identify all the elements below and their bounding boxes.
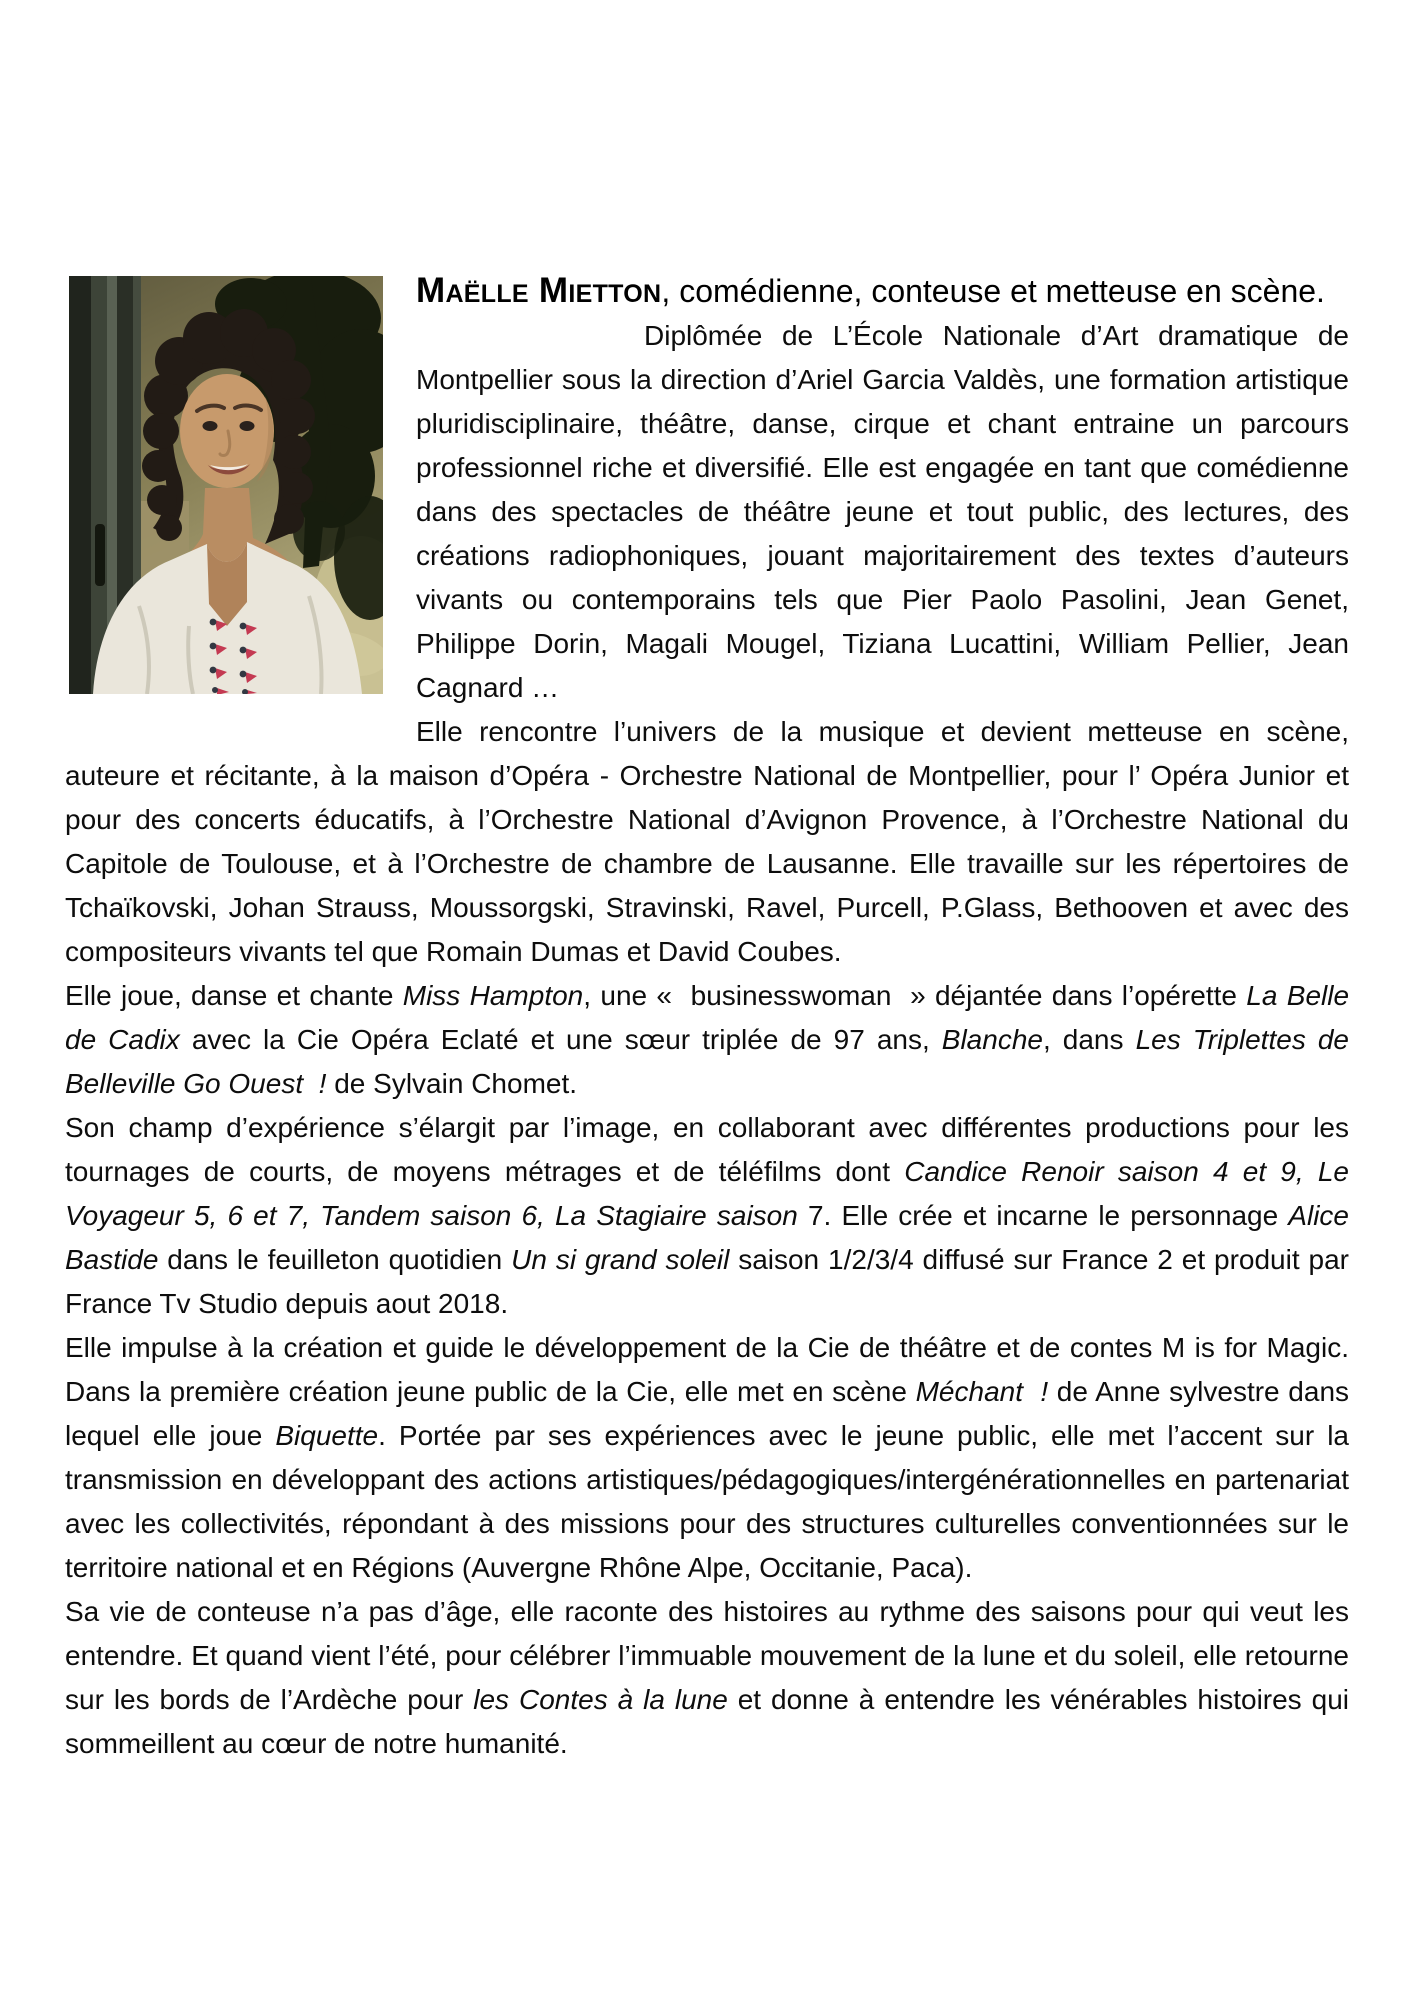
bio-paragraph-formation: Diplômée de L’École Nationale d’Art dramatique de Montpellier sous la direction d’Ariel Garcia Valdès, une formation artistique pluridisciplinaire, théâtre, danse, cirque et chant entraine un parcours professionnel riche et diversifié. Elle est engagée en tant que comédienne dans des spectacles de théâtre jeune et tout public, des lectures, des créations radiophoniques, jouant majoritairement des textes d’auteurs vivants ou contemporains tels que Pier Paolo Pasolini, Jean Genet, Philippe Dorin, Magali Mougel, Tiziana Lucattini, William Pellier, Jean Cagnard …: [416, 320, 1349, 703]
bio-paragraph-compagnie: Elle impulse à la création et guide le développement de la Cie de théâtre et de contes M is for Magic. Dans la première création jeune public de la Cie, elle met en scène Méchant ! de Anne sylvestre dans lequel elle joue Biquette. Portée par ses expériences avec le jeune public, elle met l’accent sur la transmission en développant des actions artistiques/pédagogiques/intergénérationnelles en partenariat avec les collectivités, répondant à des missions pour des structures culturelles conventionnées sur le territoire national et en Régions (Auvergne Rhône Alpe, Occitanie, Paca).: [65, 1332, 1350, 1583]
portrait-photo: [69, 276, 383, 694]
bio-paragraph-image: Son champ d’expérience s’élargit par l’image, en collaborant avec différentes productions pour les tournages de courts, de moyens métrages et de téléfilms dont Candice Renoir saison 4 et 9, Le Voyageur 5, 6 et 7, Tandem saison 6, La Stagiaire saison 7. Elle crée et incarne le personnage Alice Bastide dans le feuilleton quotidien Un si grand soleil saison 1/2/3/4 diffusé sur France 2 et produit par France Tv Studio depuis aout 2018.: [65, 1112, 1349, 1319]
bio-paragraph-musique: Elle rencontre l’univers de la musique et devient metteuse en scène, auteure et récitante, à la maison d’Opéra - Orchestre National de Montpellier, pour l’ Opéra Junior et pour des concerts éducatifs, à l’Orchestre National d’Avignon Provence, à l’Orchestre National du Capitole de Toulouse, et à l’Orchestre de chambre de Lausanne. Elle travaille sur les répertoires de Tchaïkovski, Johan Strauss, Moussorgski, Stravinski, Ravel, Purcell, P.Glass, Bethooven et avec des compositeurs vivants tel que Romain Dumas et David Coubes.: [65, 716, 1349, 967]
person-role: , comédienne, conteuse et metteuse en scène.: [661, 273, 1325, 309]
bio-paragraph-operette: Elle joue, danse et chante Miss Hampton, une « businesswoman » déjantée dans l’opérette La Belle de Cadix avec la Cie Opéra Eclaté et une sœur triplée de 97 ans, Blanche, dans Les Triplettes de Belleville Go Ouest ! de Sylvain Chomet.: [65, 980, 1350, 1099]
portrait-photo-illustration: [69, 276, 383, 694]
bio-paragraph-conteuse: Sa vie de conteuse n’a pas d’âge, elle raconte des histoires au rythme des saisons pour qui veut les entendre. Et quand vient l’été, pour célébrer l’immuable mouvement de la lune et du soleil, elle retourne sur les bords de l’Ardèche pour les Contes à la lune et donne à entendre les vénérables histoires qui sommeillent au cœur de notre humanité.: [65, 1596, 1349, 1759]
person-name: Maëlle Mietton: [416, 271, 662, 310]
